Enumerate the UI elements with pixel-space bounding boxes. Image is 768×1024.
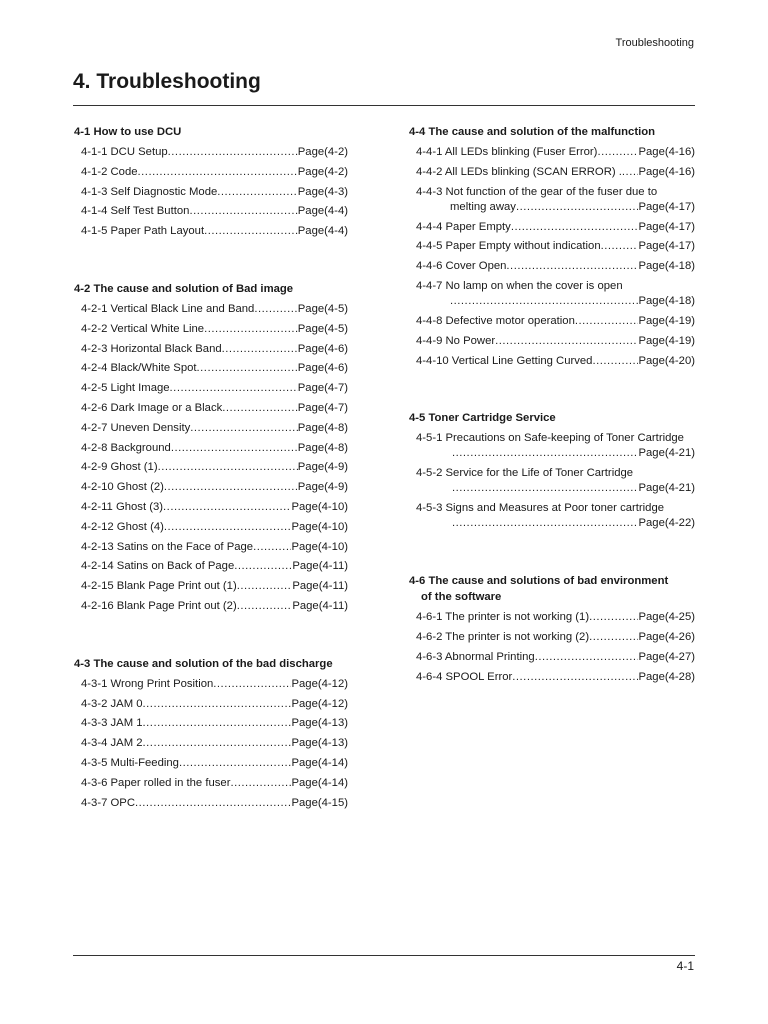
toc-entry[interactable] [409, 499, 695, 534]
leader-dots [592, 352, 638, 372]
toc-entry[interactable] [74, 399, 348, 419]
toc-entry-page: Page(4-4) [297, 225, 348, 238]
toc-entry-label: 4-3-2 JAM 0 [81, 697, 143, 710]
toc-entry-label: 4-5-1 Precautions on Safe-keeping of Toner Cartridge [416, 432, 684, 445]
toc-entry-page: Page(4-17) [638, 220, 695, 233]
leader-dots [138, 163, 298, 183]
leader-dots [204, 222, 298, 242]
toc-entry[interactable] [74, 754, 348, 774]
leader-dots [511, 218, 639, 238]
toc-entry[interactable] [409, 608, 695, 628]
toc-entry-label: 4-4-6 Cover Open [416, 260, 507, 273]
toc-entry[interactable] [409, 257, 695, 277]
page-title: 4. Troubleshooting [73, 70, 261, 93]
leader-dots [234, 557, 292, 577]
toc-entry-page: Page(4-22) [638, 517, 695, 530]
toc-entry-page: Page(4-14) [291, 776, 348, 789]
toc-entry-page: Page(4-20) [638, 354, 695, 367]
toc-entry-label: 4-2-16 Blank Page Print out (2) [81, 599, 237, 612]
toc-entry-continuation [416, 446, 452, 461]
toc-entry[interactable] [74, 163, 348, 183]
toc-entry[interactable] [74, 143, 348, 163]
toc-entry-label: 4-2-14 Satins on Back of Page [81, 560, 235, 573]
toc-entry-label: 4-3-6 Paper rolled in the fuser [81, 776, 231, 789]
toc-entry[interactable] [74, 359, 348, 379]
toc-entry-page: Page(4-18) [638, 294, 695, 307]
toc-entry-label: 4-2-3 Horizontal Black Band [81, 342, 222, 355]
section-heading-continued: of the software [421, 591, 502, 604]
toc-entry-label: 4-6-1 The printer is not working (1) [416, 611, 590, 624]
toc-entry-page: Page(4-11) [292, 599, 348, 612]
toc-entry-page: Page(4-10) [291, 520, 348, 533]
toc-entry[interactable] [74, 557, 348, 577]
toc-entry-label: 4-2-10 Ghost (2) [81, 481, 164, 494]
toc-entry-page: Page(4-10) [291, 500, 348, 513]
toc-entry-label: 4-1-2 Code [81, 165, 138, 178]
toc-entry-page: Page(4-28) [638, 670, 695, 683]
leader-dots [168, 143, 298, 163]
leader-dots [512, 668, 638, 688]
toc-entry-label: 4-2-9 Ghost (1) [81, 461, 158, 474]
toc-entry-label: 4-4-2 All LEDs blinking (SCAN ERROR) . [416, 165, 622, 178]
toc-entry[interactable] [409, 183, 695, 218]
leader-dots [575, 312, 639, 332]
toc-entry-label: 4-2-2 Vertical White Line [81, 322, 205, 335]
toc-entry[interactable] [74, 379, 348, 399]
toc-entry[interactable] [74, 478, 348, 498]
toc-entry[interactable] [74, 577, 348, 597]
toc-section [74, 123, 348, 242]
toc-entry[interactable] [409, 668, 695, 688]
toc-entry-page: Page(4-10) [291, 540, 348, 553]
section-heading: 4-1 How to use DCU [74, 126, 182, 138]
toc-section [409, 409, 695, 534]
toc-entry-page: Page(4-5) [297, 322, 348, 335]
toc-entry-label: 4-2-8 Background [81, 441, 171, 454]
toc-section [409, 572, 695, 687]
toc-entry-continuation [416, 516, 452, 531]
toc-entry-label: 4-2-13 Satins on the Face of Page [81, 540, 254, 553]
toc-section [409, 123, 695, 371]
toc-entry-label: 4-3-1 Wrong Print Position [81, 677, 214, 690]
leader-dots [516, 200, 639, 215]
leader-dots [506, 257, 638, 277]
toc-entry[interactable] [409, 277, 695, 312]
toc-entry-page: Page(4-13) [291, 717, 348, 730]
leader-dots [253, 538, 291, 558]
toc-entry-page: Page(4-7) [297, 401, 348, 414]
toc-entry-page: Page(4-11) [292, 580, 348, 593]
leader-dots [230, 774, 291, 794]
toc-entry[interactable] [74, 222, 348, 242]
toc-entry-label: 4-4-3 Not function of the gear of the fuser due to [416, 185, 658, 198]
leader-dots [452, 516, 638, 531]
toc-entry-label: 4-4-5 Paper Empty without indication [416, 240, 601, 253]
toc-entry-page: Page(4-16) [638, 165, 695, 178]
toc-entry-page: Page(4-26) [638, 631, 695, 644]
toc-entry-page: Page(4-16) [638, 146, 695, 158]
leader-dots [197, 359, 298, 379]
toc-entry[interactable] [74, 695, 348, 715]
toc-entry-label: 4-1-1 DCU Setup [81, 146, 168, 158]
toc-entry-page: Page(4-27) [638, 650, 695, 663]
toc-entry-page: Page(4-19) [638, 334, 695, 347]
toc-entry-label: 4-4-9 No Power [416, 334, 496, 347]
toc-entry-page: Page(4-12) [291, 697, 348, 710]
leader-dots [237, 577, 293, 597]
leader-dots [217, 183, 297, 203]
toc-entry[interactable] [74, 518, 348, 538]
header-rule [73, 105, 695, 106]
toc-entry[interactable] [74, 597, 348, 617]
toc-entry-label: 4-1-4 Self Test Button [81, 205, 190, 218]
leader-dots [164, 518, 292, 538]
toc-entry[interactable] [74, 320, 348, 340]
leader-dots [179, 754, 292, 774]
toc-entry-label: 4-2-5 Light Image [81, 382, 170, 395]
section-heading: 4-3 The cause and solution of the bad discharge [74, 657, 333, 670]
toc-entry[interactable] [74, 734, 348, 754]
toc-entry-label: 4-2-6 Dark Image or a Black [81, 401, 223, 414]
toc-entry-page: Page(4-9) [297, 481, 348, 494]
toc-entry-label: 4-4-8 Defective motor operation [416, 314, 575, 327]
toc-entry-page: Page(4-21) [638, 482, 695, 495]
toc-entry[interactable] [409, 332, 695, 352]
toc-entry[interactable] [409, 628, 695, 648]
toc-entry[interactable] [409, 312, 695, 332]
toc-entry[interactable] [409, 163, 695, 183]
toc-entry[interactable] [409, 648, 695, 668]
leader-dots [495, 332, 638, 352]
toc-entry-label: 4-2-4 Black/White Spot [81, 362, 197, 375]
section-heading: 4-2 The cause and solution of Bad image [74, 282, 294, 295]
leader-dots [204, 320, 298, 340]
leader-dots [237, 597, 293, 617]
toc-entry-page: Page(4-17) [638, 200, 695, 213]
toc-entry-label: 4-2-7 Uneven Density [81, 421, 191, 434]
leader-dots [254, 300, 297, 320]
toc-entry[interactable] [74, 774, 348, 794]
toc-entry[interactable] [74, 183, 348, 203]
toc-entry-page: Page(4-25) [638, 611, 695, 624]
leader-dots [135, 794, 291, 814]
toc-entry-label: 4-5-3 Signs and Measures at Poor toner cartridge [416, 502, 665, 515]
toc-entry[interactable] [74, 794, 348, 814]
toc-entry-label: 4-3-5 Multi-Feeding [81, 756, 179, 769]
leader-dots [143, 714, 292, 734]
toc-left-column [74, 123, 348, 851]
toc-entry[interactable] [74, 538, 348, 558]
leader-dots [597, 143, 638, 163]
toc-entry-page: Page(4-8) [297, 421, 348, 434]
toc-entry-page: Page(4-15) [291, 796, 348, 809]
toc-right-column [409, 123, 695, 726]
section-heading: 4-6 The cause and solutions of bad environment [409, 575, 669, 588]
toc-entry-page: Page(4-5) [297, 302, 348, 315]
toc-entry[interactable] [409, 429, 695, 464]
toc-entry[interactable] [409, 464, 695, 499]
toc-entry[interactable] [74, 675, 348, 695]
toc-entry-label: 4-4-7 No lamp on when the cover is open [416, 279, 623, 292]
leader-dots [450, 294, 638, 309]
toc-entry-label: 4-1-5 Paper Path Layout [81, 225, 205, 238]
page-number: 4-1 [676, 959, 694, 973]
toc-entry[interactable] [74, 714, 348, 734]
toc-entry-page: Page(4-6) [297, 362, 348, 375]
toc-entry[interactable] [74, 458, 348, 478]
toc-entry-page: Page(4-3) [297, 185, 348, 198]
leader-dots [158, 458, 298, 478]
toc-entry-page: Page(4-13) [291, 737, 348, 750]
leader-dots [164, 478, 298, 498]
toc-entry[interactable] [74, 202, 348, 222]
leader-dots [170, 379, 298, 399]
toc-entry-label: 4-2-1 Vertical Black Line and Band [81, 302, 255, 315]
toc-entry-label: 4-3-4 JAM 2 [81, 737, 143, 750]
toc-entry-page: Page(4-14) [291, 756, 348, 769]
leader-dots [143, 695, 292, 715]
toc-entry-label: 4-5-2 Service for the Life of Toner Cartridge [416, 467, 634, 480]
toc-entry-page: Page(4-12) [291, 677, 348, 690]
toc-entry-label: 4-2-11 Ghost (3) [81, 500, 164, 513]
toc-entry-continuation: melting away [450, 200, 516, 213]
toc-entry[interactable] [74, 439, 348, 459]
toc-entry-page: Page(4-21) [638, 447, 695, 460]
leader-dots [163, 498, 291, 518]
leader-dots [452, 446, 638, 461]
toc-entry-page: Page(4-8) [297, 441, 348, 454]
leader-dots [601, 237, 639, 257]
toc-entry-label: 4-4-4 Paper Empty [416, 220, 511, 233]
toc-entry-page: Page(4-2) [297, 146, 348, 158]
toc-entry[interactable] [409, 143, 695, 163]
toc-entry-page: Page(4-6) [297, 342, 348, 355]
section-heading: 4-5 Toner Cartridge Service [409, 412, 556, 425]
toc-entry[interactable] [74, 419, 348, 439]
toc-entry[interactable] [74, 300, 348, 320]
toc-entry[interactable] [74, 340, 348, 360]
leader-dots [190, 419, 297, 439]
toc-entry-page: Page(4-7) [297, 382, 348, 395]
toc-entry-page: Page(4-9) [297, 461, 348, 474]
toc-entry-page: Page(4-2) [297, 165, 348, 178]
toc-entry-label: 4-6-4 SPOOL Error [416, 670, 513, 683]
leader-dots [171, 439, 298, 459]
toc-entry-label: 4-4-1 All LEDs blinking (Fuser Error) [416, 146, 598, 158]
toc-entry-page: Page(4-4) [297, 205, 348, 218]
toc-entry-page: Page(4-17) [638, 240, 695, 253]
leader-dots [589, 608, 638, 628]
section-heading: 4-4 The cause and solution of the malfunction [409, 126, 656, 138]
toc-entry-continuation [416, 481, 452, 496]
toc-entry-label: 4-2-15 Blank Page Print out (1) [81, 580, 237, 593]
toc-entry-page: Page(4-11) [292, 560, 348, 573]
leader-dots [213, 675, 291, 695]
leader-dots [622, 163, 639, 183]
toc-section [74, 280, 348, 617]
toc-entry-label: 4-2-12 Ghost (4) [81, 520, 164, 533]
toc-entry[interactable] [409, 352, 695, 372]
running-header: Troubleshooting [615, 37, 694, 49]
toc-entry[interactable] [74, 498, 348, 518]
toc-entry-label: 4-4-10 Vertical Line Getting Curved [416, 354, 593, 367]
leader-dots [452, 481, 638, 496]
leader-dots [535, 648, 639, 668]
toc-entry[interactable] [409, 218, 695, 238]
toc-entry-label: 4-3-7 OPC [81, 796, 135, 809]
toc-entry-page: Page(4-19) [638, 314, 695, 327]
leader-dots [222, 340, 298, 360]
toc-entry-label: 4-1-3 Self Diagnostic Mode [81, 185, 218, 198]
toc-entry-label: 4-3-3 JAM 1 [81, 717, 143, 730]
leader-dots [222, 399, 297, 419]
toc-entry-label: 4-6-2 The printer is not working (2) [416, 631, 590, 644]
footer-rule [73, 955, 695, 956]
toc-section [74, 655, 348, 814]
leader-dots [189, 202, 297, 222]
toc-entry-continuation [416, 294, 450, 309]
leader-dots [143, 734, 292, 754]
leader-dots [589, 628, 638, 648]
toc-entry[interactable] [409, 237, 695, 257]
toc-entry-page: Page(4-18) [638, 260, 695, 273]
toc-entry-label: 4-6-3 Abnormal Printing [416, 650, 535, 663]
